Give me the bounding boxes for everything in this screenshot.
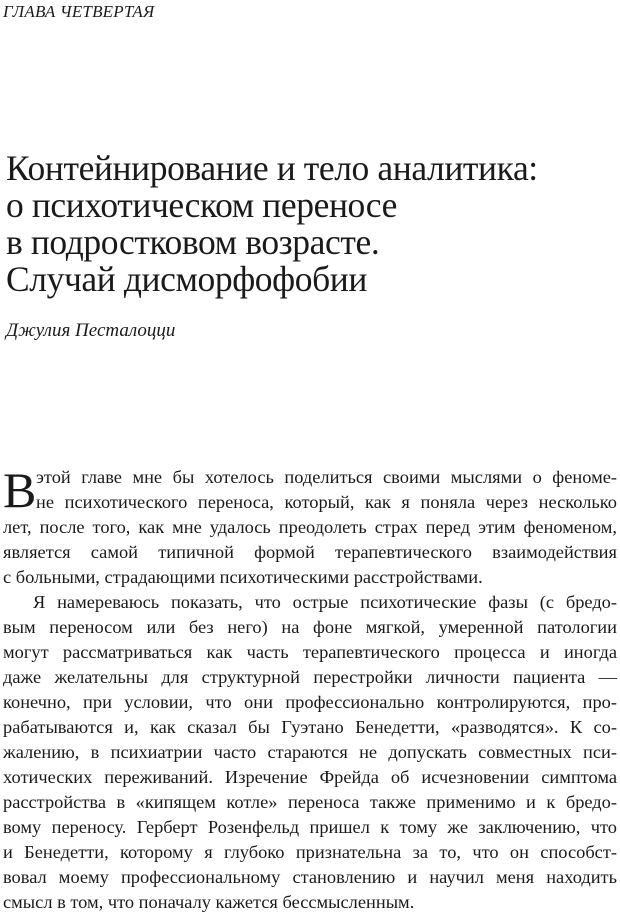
text-line: могут рассматриваться как часть терапевтического процесса и иногда: [3, 642, 617, 662]
text-line: и Бенедетти, которому я глубоко признательна за то, что он способст-: [3, 842, 617, 862]
paragraph-2: [3, 590, 617, 915]
text-line: даже желательны для структурной перестройки личности пациента —: [3, 667, 617, 687]
title-line: Случай дисморфофобии: [6, 259, 367, 299]
text-line: является самой типичной формой терапевтического взаимодействия: [3, 542, 617, 562]
text-line: вому переносу. Герберт Розенфельд пришел к тому же заключению, что: [3, 817, 617, 837]
title-line: Контейнирование и тело аналитика:: [6, 148, 538, 188]
text-line: жалению, в психиатрии часто стараются не допускать совместных пси-: [3, 742, 617, 762]
body-text: [3, 462, 617, 915]
drop-cap: В: [3, 462, 37, 518]
text-line: хотических переживаний. Изречение Фрейда об исчезновении симптома: [3, 767, 617, 787]
text-line: вым переносом или без него) на фоне мягкой, умеренной патологии: [3, 617, 617, 637]
title-line: о психотическом переносе: [6, 185, 397, 225]
paragraph-1: [3, 462, 617, 590]
text-line: Я намереваюсь показать, что острые психотические фазы (с бредо-: [33, 592, 617, 612]
article-title: [6, 150, 618, 298]
text-line: смысл в том, что поначалу кажется бессмысленным.: [3, 892, 415, 912]
text-line: рабатываются и, как сказал бы Гуэтано Бенедетти, «разводятся». К со-: [3, 717, 617, 737]
text-line: с больными, страдающими психотическими расстройствами.: [3, 567, 483, 587]
text-line: конечно, при условии, что они профессионально контролируются, про-: [3, 692, 617, 712]
text-line: не психотического переноса, который, как я поняла через несколько: [36, 492, 617, 512]
dropcap-block: [3, 462, 617, 518]
text-line: вовал моему профессиональному становлению и научил меня находить: [3, 867, 617, 887]
author-name: Джулия Песталоцци: [6, 320, 176, 341]
text-line: лет, после того, как мне удалось преодолеть страх перед этим феноменом,: [3, 517, 617, 537]
chapter-label: ГЛАВА ЧЕТВЕРТАЯ: [3, 2, 155, 21]
text-line: расстройства в «кипящем котле» переноса также применимо и к бредо-: [3, 792, 617, 812]
title-line: в подростковом возрасте.: [6, 222, 380, 262]
text-line: этой главе мне бы хотелось поделиться своими мыслями о феноме-: [36, 467, 617, 487]
